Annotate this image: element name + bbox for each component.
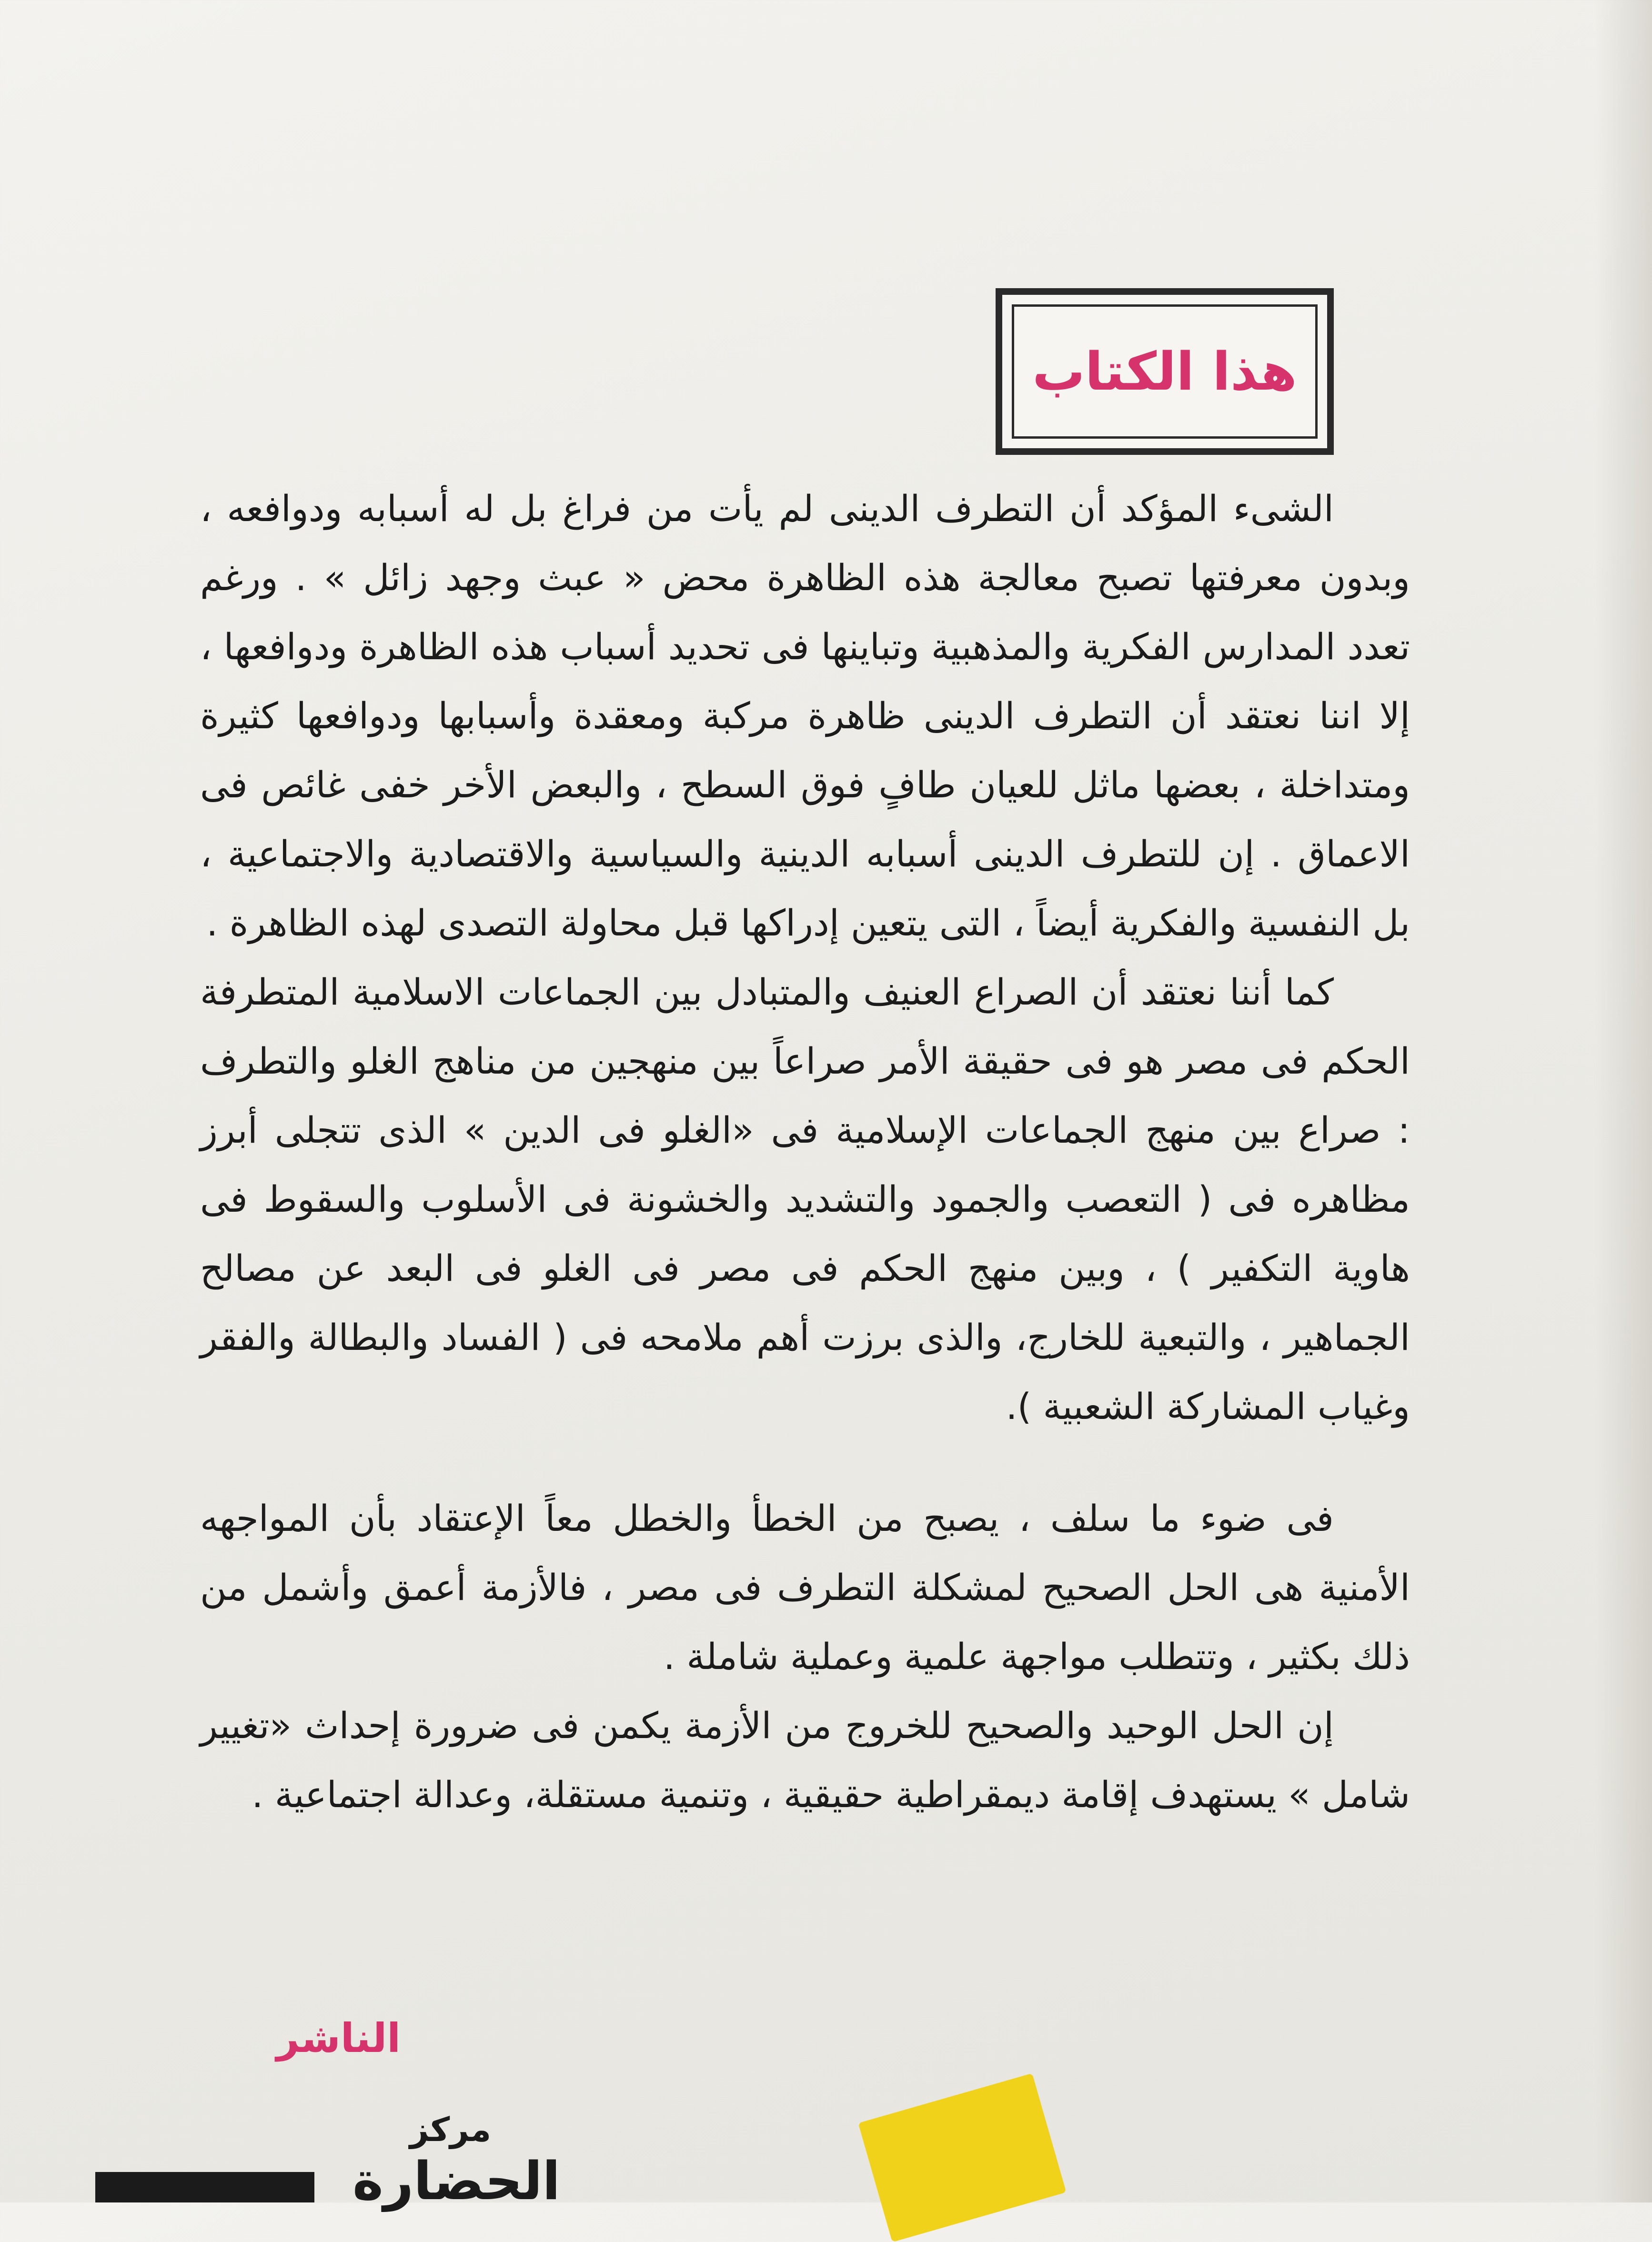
logo-line-2: الحضارة [353,2151,561,2212]
title-frame-inner [1012,304,1318,439]
title-frame [996,288,1334,455]
publisher-label: الناشر [276,2015,401,2061]
paragraph-2: كما أننا نعتقد أن الصراع العنيف والمتبادل بين الجماعات الاسلامية المتطرفة الحكم فى مصر هو فى حقيقة الأمر صراعاً بين منهجين من مناهج الغلو والتطرف : صراع بين منهج الجماعات الإسلامية فى «الغلو فى الدين » الذى تتجلى أبرز مظاهره فى ( التعصب والجمود والتشديد والخشونة فى الأسلوب والسقوط فى هاوية التكفير ) ، وبين منهج الحكم فى مصر فى الغلو فى البعد عن مصالح الجماهير ، والتبعية للخارج، والذى برزت أهم ملامحه فى ( الفساد والبطالة والفقر وغياب المشاركة الشعبية ). [200,971,1410,1428]
publisher-logo [95,2105,572,2212]
paragraph-3: فى ضوء ما سلف ، يصبح من الخطأ والخطل معاً الإعتقاد بأن المواجهه الأمنية هى الحل الصحيح لمشكلة التطرف فى مصر ، فالأزمة أعمق وأشمل من ذلك بكثير ، وتتطلب مواجهة علمية وعملية شاملة . [200,1497,1410,1678]
paragraph-4: إن الحل الوحيد والصحيح للخروج من الأزمة يكمن فى ضرورة إحداث «تغيير شامل » يستهدف إقامة ديمقراطية حقيقية ، وتنمية مستقلة، وعدالة اجتماعية . [200,1704,1410,1816]
logo-line-1: مركز [410,2110,492,2149]
logo-bar [95,2172,314,2202]
blurb-text [200,474,1410,1829]
page-edge-shadow [1595,0,1652,2202]
price-sticker [858,2073,1067,2242]
book-title: هذا الكتاب [1032,341,1297,402]
paragraph-1: الشىء المؤكد أن التطرف الدينى لم يأت من فراغ بل له أسبابه ودوافعه ، وبدون معرفتها تصبح معالجة هذه الظاهرة محض « عبث وجهد زائل » . ورغم تعدد المدارس الفكرية والمذهبية وتباينها فى تحديد أسباب هذه الظاهرة ودوافعها ، إلا اننا نعتقد أن التطرف الدينى ظاهرة مركبة ومعقدة وأسبابها ودوافعها كثيرة ومتداخلة ، بعضها ماثل للعيان طافٍ فوق السطح ، والبعض الأخر خفى غائص فى الاعماق . إن للتطرف الدينى أسبابه الدينية والسياسية والاقتصادية والاجتماعية ، بل النفسية والفكرية أيضاً ، التى يتعين إدراكها قبل محاولة التصدى لهذه الظاهرة . [200,487,1410,944]
